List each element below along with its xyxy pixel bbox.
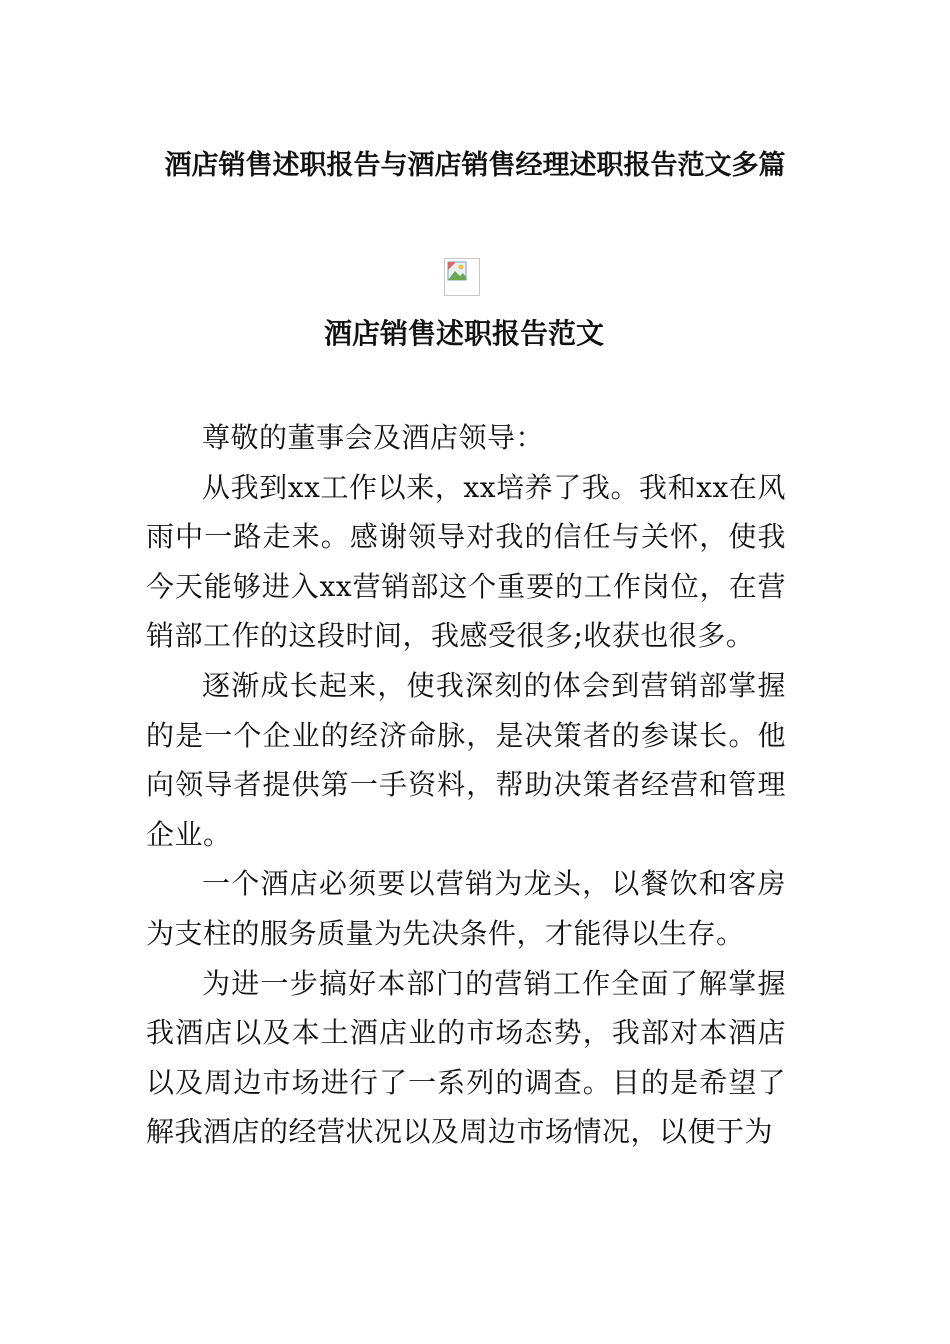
paragraph: 从我到xx工作以来，xx培养了我。我和xx在风雨中一路走来。感谢领导对我的信任与关怀，使我今天能够进入xx营销部这个重要的工作岗位，在营销部工作的这段时间，我感受很多;收获也很多。: [146, 470, 786, 653]
paragraph: 一个酒店必须要以营销为龙头，以餐饮和客房为支柱的服务质量为先决条件，才能得以生存。: [146, 867, 786, 950]
section-title: 酒店销售述职报告范文: [323, 317, 604, 350]
paragraph: 逐渐成长起来，使我深刻的体会到营销部掌握的是一个企业的经济命脉，是决策者的参谋长。他向领导者提供第一手资料，帮助决策者经营和管理企业。: [146, 668, 786, 851]
body-text: [146, 413, 786, 1157]
paragraph: 为进一步搞好本部门的营销工作全面了解掌握我酒店以及本土酒店业的市场态势，我部对本酒店以及周边市场进行了一系列的调查。目的是希望了解我酒店的经营状况以及周边市场情况，以便于为: [146, 966, 786, 1149]
document-title: 酒店销售述职报告与酒店销售经理述职报告范文多篇: [164, 150, 786, 181]
paragraph-salutation: 尊敬的董事会及酒店领导：: [202, 421, 545, 454]
broken-image-icon: [444, 258, 480, 296]
